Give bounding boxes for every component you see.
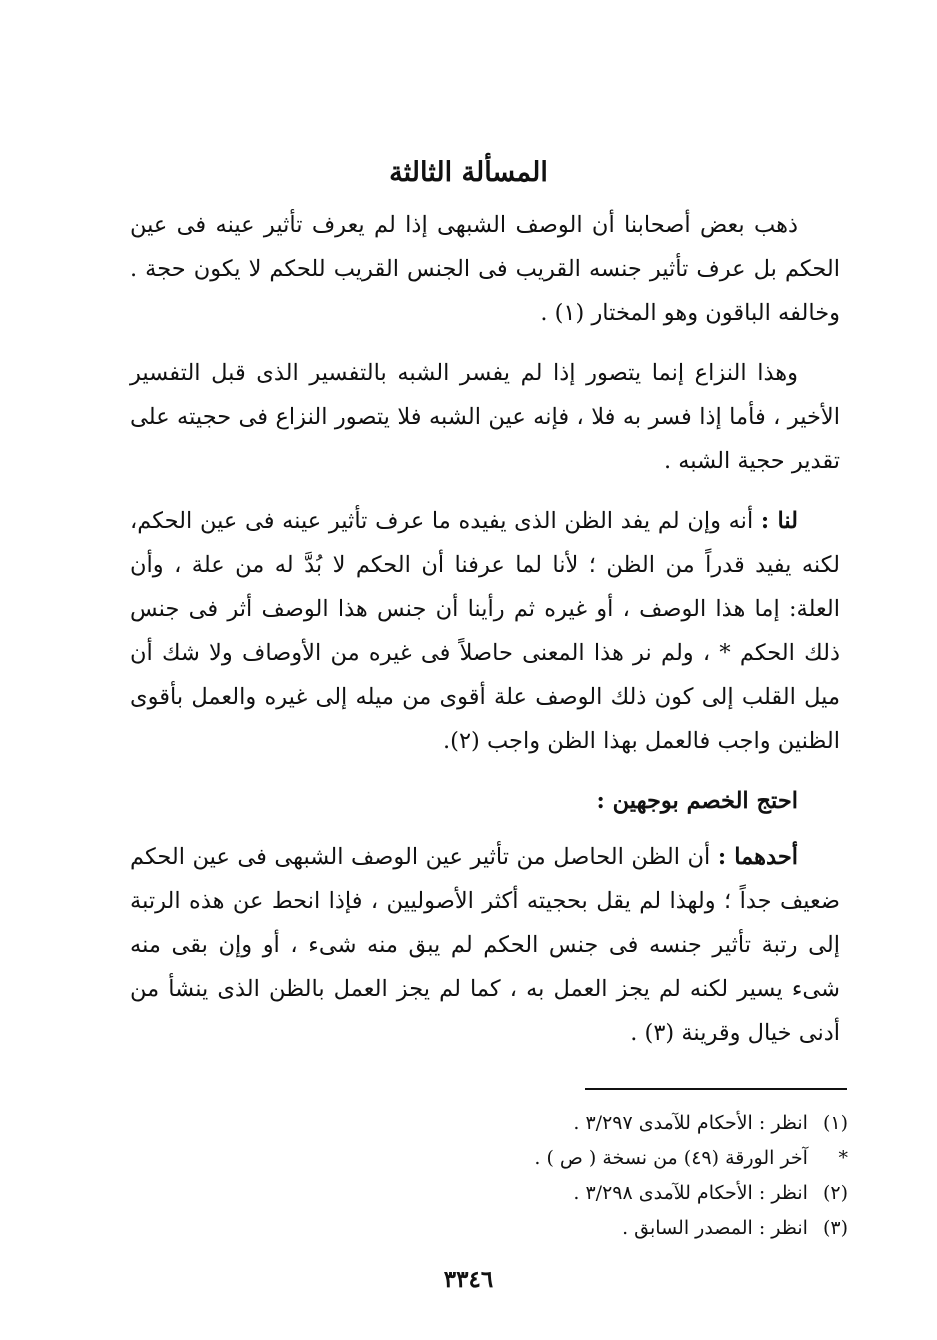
subheading (130, 779, 840, 823)
footnote-text: انظر : الأحكام للآمدى ٣/٢٩٧ . (573, 1112, 808, 1134)
page-number: ٣٣٤٦ (443, 1266, 494, 1293)
footnote-mark: * (838, 1147, 848, 1169)
section-title: المسألة الثالثة (389, 157, 548, 188)
footnote-mark: (٢) (822, 1182, 848, 1204)
paragraph-text: أن الظن الحاصل من تأثير عين الوصف الشبهى فى عين الحكم ضعيف جداً ؛ ولهذا لم يقل بحجيته أكثر الأصوليين ، فإذا انحط عن هذه الرتبة إلى رتبة تأثير جنسه فى جنس الحكم لم يبق منه شىء ، أو وإن بقى منه شىء يسير لكنه لم يجز العمل به ، كما لم يجز العمل بالظن الذى ينشأ من أدنى خيال وقرينة (٣) . (130, 844, 840, 1046)
footnote-item (300, 1141, 848, 1176)
footnote-text: انظر : المصدر السابق . (622, 1217, 808, 1239)
footnote-item (300, 1176, 848, 1211)
paragraph-4 (130, 835, 840, 1055)
subheading-text: احتج الخصم بوجهين : (596, 788, 798, 814)
footnote-divider (585, 1088, 847, 1090)
paragraph-3 (130, 499, 840, 763)
paragraph-2 (130, 351, 840, 483)
footnote-item (300, 1106, 848, 1141)
paragraph-text: أنه وإن لم يفد الظن الذى يفيده ما عرف تأثير عينه فى عين الحكم، لكنه يفيد قدراً من الظن ؛ لأنا لما عرفنا أن الحكم لا بُدَّ له من علة ، وأن العلة: إما هذا الوصف ، أو غيره ثم رأينا أن جنس هذا الوصف أثر فى جنس ذلك الحكم * ، ولم نر هذا المعنى حاصلاً فى غيره من الأوصاف ولا شك أن ميل القلب إلى كون ذلك الوصف علة أقوى من ميله إلى غيره والعمل بأقوى الظنين واجب فالعمل بهذا الظن واجب (٢). (130, 508, 840, 754)
paragraph-text: ذهب بعض أصحابنا أن الوصف الشبهى إذا لم يعرف تأثير عينه فى عين الحكم بل عرف تأثير جنسه القريب فى الجنس القريب للحكم لا يكون حجة . وخالفه الباقون وهو المختار (١) . (130, 212, 840, 326)
footnotes (300, 1106, 848, 1246)
paragraph-1 (130, 203, 840, 335)
paragraph-lead: أحدهما : (717, 844, 798, 870)
footnote-item (300, 1211, 848, 1246)
body-text (130, 203, 840, 1071)
footnote-text: آخر الورقة (٤٩) من نسخة ( ص ) . (534, 1147, 808, 1169)
footnote-mark: (٣) (822, 1217, 848, 1239)
paragraph-lead: لنا : (760, 508, 799, 534)
footnote-text: انظر : الأحكام للآمدى ٣/٢٩٨ . (573, 1182, 808, 1204)
paragraph-text: وهذا النزاع إنما يتصور إذا لم يفسر الشبه بالتفسير الذى قبل التفسير الأخير ، فأما إذا فسر به فلا ، فإنه عين الشبه فلا يتصور النزاع فى حجيته على تقدير حجية الشبه . (130, 360, 840, 474)
footnote-mark: (١) (822, 1112, 848, 1134)
